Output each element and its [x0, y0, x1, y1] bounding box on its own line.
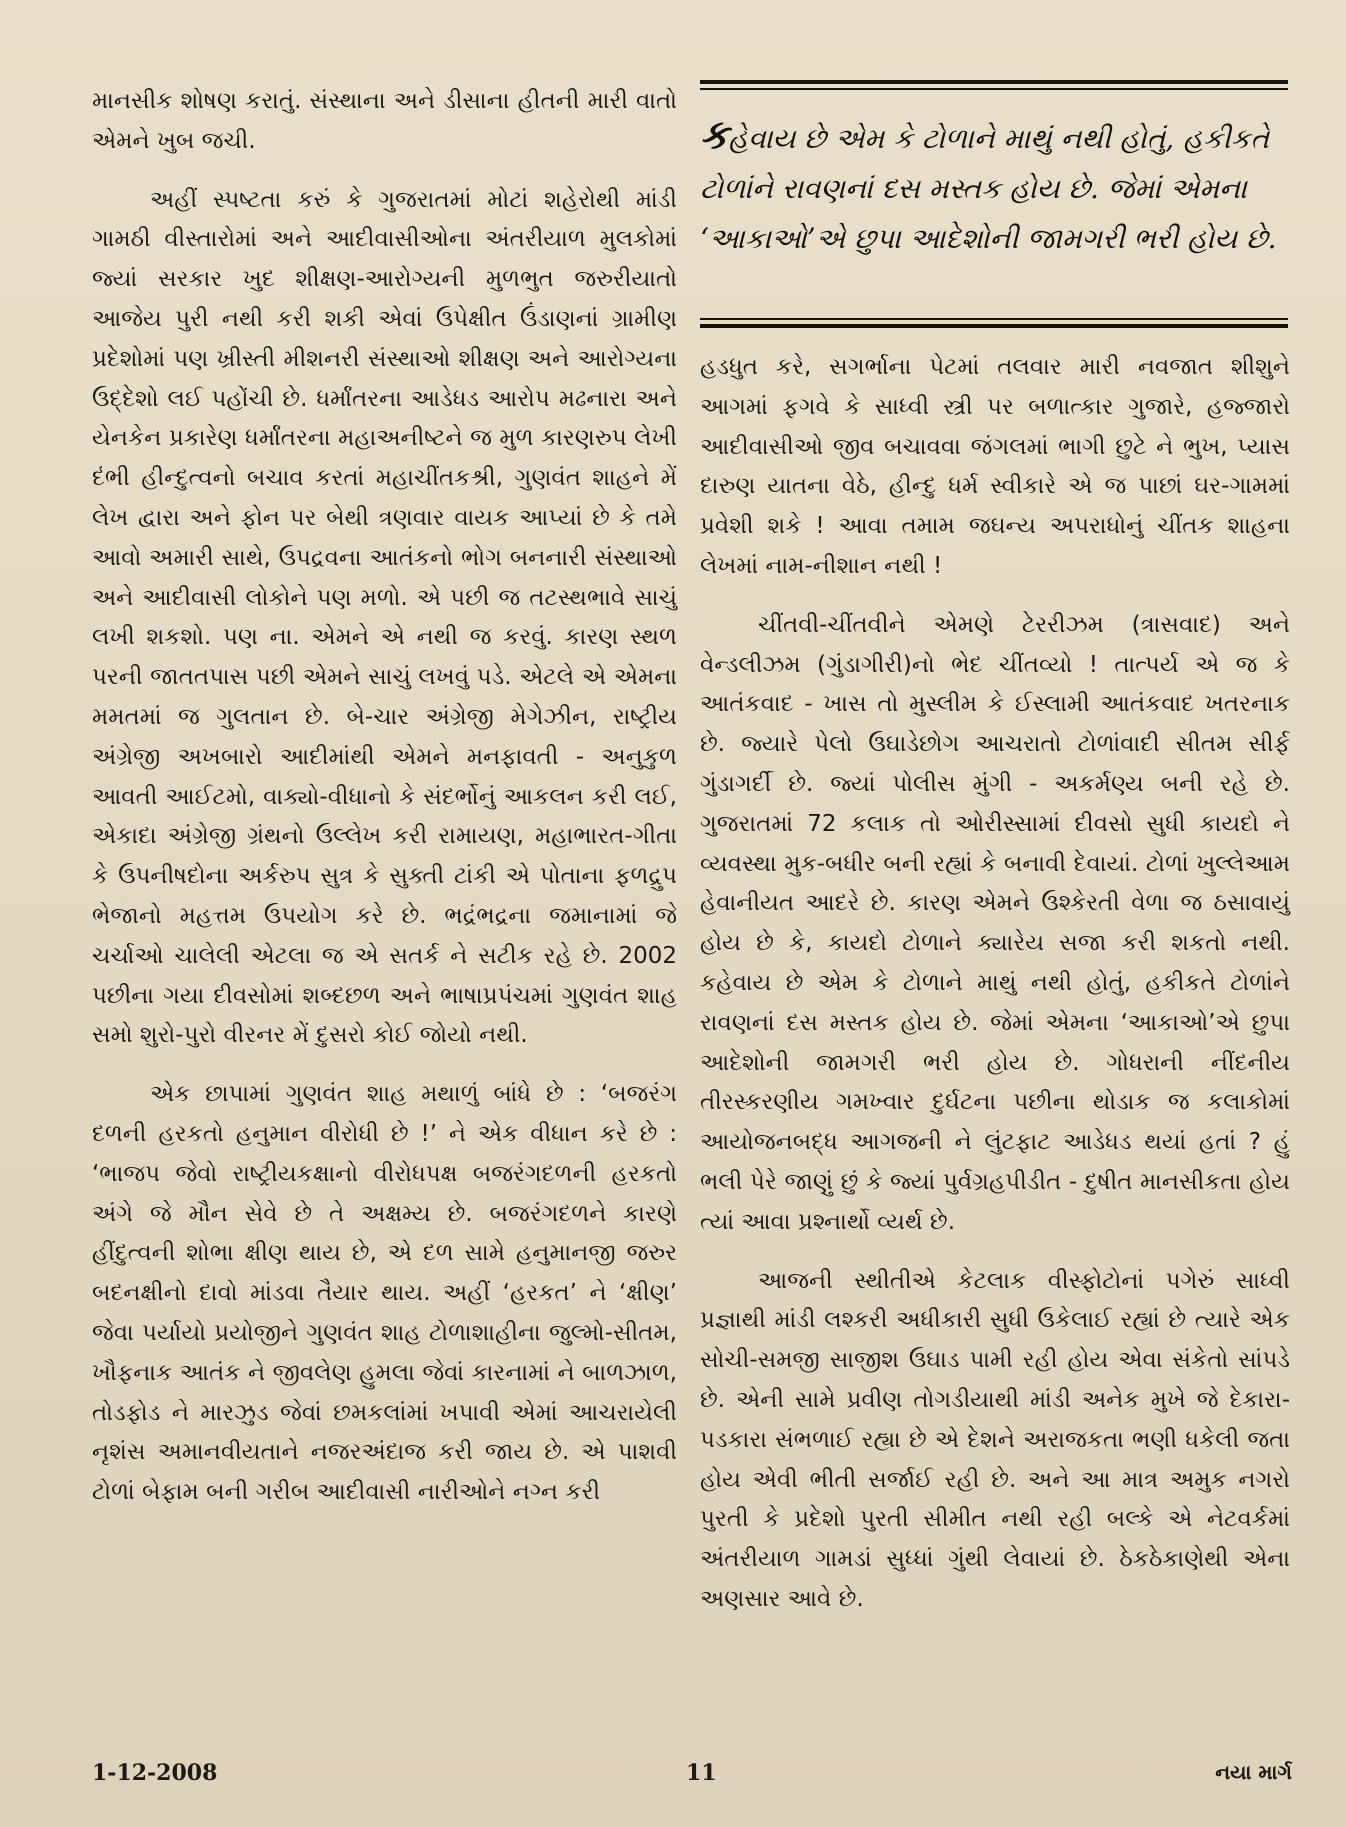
issue-date: 1-12-2008: [92, 1760, 218, 1786]
right-paragraph-1: હડધુત કરે, સગર્ભાના પેટમાં તલવાર મારી નવજાત શીશુને આગમાં ફગવે કે સાધ્વી સ્ત્રી પર બળાત્કાર ગુજારે, હજ્જારો આદીવાસીઓ જીવ બચાવવા જંગલમાં ભાગી છુટે ને ભુખ, પ્યાસ દારુણ યાતના વેઠે, હીન્દુ ધર્મ સ્વીકારે એ જ પાછાં ઘર-ગામમાં પ્રવેશી શકે ! આવા તમામ જઘન્ય અપરાધોનું ચીંતક શાહના લેખમાં નામ-નીશાન નથી !: [700, 354, 1290, 579]
left-paragraph-1: માનસીક શોષણ કરાતું. સંસ્થાના અને ડીસાના હીતની મારી વાતો એમને ખુબ જચી.: [92, 88, 677, 154]
right-column: [700, 348, 1290, 1639]
pull-quote-top-rule-thin: [700, 88, 1288, 90]
page-number: 11: [686, 1760, 717, 1786]
pull-quote: [700, 110, 1290, 264]
publication-name: નયા માર્ગ: [1215, 1760, 1292, 1784]
left-paragraph-3: એક છાપામાં ગુણવંત શાહ મથાળું બાંધે છે : ‘બજરંગ દળની હરકતો હનુમાન વીરોધી છે !’ ને એક વીધાન કરે છે : ‘ભાજપ જેવો રાષ્ટ્રીયકક્ષાનો વીરોધપક્ષ બજરંગદળની હરકતો અંગે જે મૌન સેવે છે તે અક્ષમ્ય છે. બજરંગદળને કારણે હીંદુત્વની શોભા ક્ષીણ થાય છે, એ દળ સામે હનુમાનજી જરુર બદનક્ષીનો દાવો માંડવા તૈયાર થાય. અહીં ‘હરકત’ ને ‘ક્ષીણ’ જેવા પર્યાયો પ્રયોજીને ગુણવંત શાહ ટોળાશાહીના જુલ્મો-સીતમ, ખૌફનાક આતંક ને જીવલેણ હુમલા જેવાં કારનામાં ને બાળઝાળ, તોડફોડ ને મારઝુડ જેવાં છમકલાંમાં ખપાવી એમાં આચરાયેલી નૃશંસ અમાનવીયતાને નજરઅંદાજ કરી જાય છે. એ પાશવી ટોળાં બેફામ બની ગરીબ આદીવાસી નારીઓને નગ્ન કરી: [92, 1081, 677, 1506]
page-footer: [92, 1760, 1292, 1790]
right-paragraph-3: આજની સ્થીતીએ કેટલાક વીસ્ફોટોનાં પગેરું સાધ્વી પ્રજ્ઞાથી માંડી લશ્કરી અધીકારી સુધી ઉકેલાઈ રહ્યાં છે ત્યારે એક સોચી-સમજી સાજીશ ઉઘાડ પામી રહી હોય એવા સંકેતો સાંપડે છે. એની સામે પ્રવીણ તોગડીયાથી માંડી અનેક મુખે જે દેકારા-પડકારા સંભળાઈ રહ્યા છે એ દેશને અરાજકતા ભણી ધકેલી જતા હોય એવી ભીતી સર્જાઈ રહી છે. અને આ માત્ર અમુક નગરો પુરતી કે પ્રદેશો પુરતી સીમીત નથી રહી બલ્કે એ નેટવર્કમાં અંતરીયાળ ગામડાં સુધ્ધાં ગુંથી લેવાયાં છે. ઠેકઠેકાણેથી એના અણસાર આવે છે.: [700, 1267, 1290, 1612]
pull-quote-first-letter: ક: [700, 111, 729, 158]
left-paragraph-2: અહીં સ્પષ્ટતા કરું કે ગુજરાતમાં મોટાં શહેરોથી માંડી ગામઠી વીસ્તારોમાં અને આદીવાસીઓના અંતરીયાળ મુલકોમાં જ્યાં સરકાર ખુદ શીક્ષણ-આરોગ્યની મુળભુત જરુરીયાતો આજેય પુરી નથી કરી શકી એવાં ઉપેક્ષીત ઉંડાણનાં ગ્રામીણ પ્રદેશોમાં પણ ખ્રીસ્તી મીશનરી સંસ્થાઓ શીક્ષણ અને આરોગ્યના ઉદ્દેશો લઈ પહોંચી છે. ધર્માંતરના આડેધડ આરોપ મઢનારા અને યેનકેન પ્રકારેણ ધર્માંતરના મહાઅનીષ્ટને જ મુળ કારણરુપ લેખી દંભી હીન્દુત્વનો બચાવ કરતાં મહાચીંતકશ્રી, ગુણવંત શાહને મેં લેખ દ્વારા અને ફોન પર બેથી ત્રણવાર વાયક આપ્યાં છે કે તમે આવો અમારી સાથે, ઉપદ્રવના આતંકનો ભોગ બનનારી સંસ્થાઓ અને આદીવાસી લોકોને પણ મળો. એ પછી જ તટસ્થભાવે સાચું લખી શકશો. પણ ના. એમને એ નથી જ કરવું. કારણ સ્થળ પરની જાતતપાસ પછી એમને સાચું લખવું પડે. એટલે એ એમના મમતમાં જ ગુલતાન છે. બે-ચાર અંગ્રેજી મેગેઝીન, રાષ્ટ્રીય અંગ્રેજી અખબારો આદીમાંથી એમને મનફાવતી - અનુકુળ આવતી આઈટમો, વાક્યો-વીધાનો કે સંદર્ભોનું આકલન કરી લઈ, એકાદા અંગ્રેજી ગ્રંથનો ઉલ્લેખ કરી રામાયણ, મહાભારત-ગીતા કે ઉપનીષદોના અર્કરુપ સુત્ર કે સુક્તી ટાંકી એ પોતાના ફળદ્રુપ ભેજાનો મહત્તમ ઉપયોગ કરે છે. ભદ્રંભદ્રના જમાનામાં જે ચર્ચાઓ ચાલેલી એટલા જ એ સતર્ક ને સટીક રહે છે. 2002 પછીના ગયા દીવસોમાં શબ્દછળ અને ભાષાપ્રપંચમાં ગુણવંત શાહ સમો શુરો-પુરો વીરનર મેં દુસરો કોઈ જોયો નથી.: [92, 186, 677, 1049]
pull-quote-bottom-rule: [700, 324, 1288, 328]
pull-quote-text: હેવાય છે એમ કે ટોળાને માથું નથી હોતું, હકીકતે ટોળાંને રાવણનાં દસ મસ્તક હોય છે. જેમાં એમના ‘આકાઓ’એ છુપા આદેશોની જામગરી ભરી હોય છે.: [700, 122, 1277, 255]
right-paragraph-2: ચીંતવી-ચીંતવીને એમણે ટેરરીઝમ (ત્રાસવાદ) અને વેન્ડલીઝમ (ગુંડાગીરી)નો ભેદ ચીંતવ્યો ! તાત્પર્ય એ જ કે આતંકવાદ - ખાસ તો મુસ્લીમ કે ઈસ્લામી આતંકવાદ ખતરનાક છે. જ્યારે પેલો ઉઘાડેછોગ આચરાતો ટોળાંવાદી સીતમ સીર્ફ ગુંડાગર્દી છે. જ્યાં પોલીસ મુંગી - અકર્મણ્ય બની રહે છે. ગુજરાતમાં 72 કલાક તો ઓરીસ્સામાં દીવસો સુધી કાયદો ને વ્યવસ્થા મુક-બધીર બની રહ્યાં કે બનાવી દેવાયાં. ટોળાં ખુલ્લેઆમ હેવાનીયત આદરે છે. કારણ એમને ઉશ્કેરતી વેળા જ ઠસાવાયું હોય છે કે, કાયદો ટોળાને ક્યારેય સજા કરી શકતો નથી. કહેવાય છે એમ કે ટોળાને માથું નથી હોતું, હકીકતે ટોળાંને રાવણનાં દસ મસ્તક હોય છે. જેમાં એમના ‘આકાઓ’એ છુપા આદેશોની જામગરી ભરી હોય છે. ગોધરાની નીંદનીય તીરસ્કરણીય ગમખ્વાર દુર્ઘટના પછીના થોડાક જ કલાકોમાં આયોજનબદ્ધ આગજની ને લુંટફાટ આડેધડ થયાં હતાં ? હું ભલી પેરે જાણું છું કે જ્યાં પુર્વગ્રહપીડીત - દુષીત માનસીકતા હોય ત્યાં આવા પ્રશ્નાર્થો વ્યર્થ છે.: [700, 611, 1290, 1235]
pull-quote-top-rule: [700, 80, 1288, 84]
left-column: [92, 82, 677, 1532]
pull-quote-bottom-rule-thin: [700, 318, 1288, 320]
